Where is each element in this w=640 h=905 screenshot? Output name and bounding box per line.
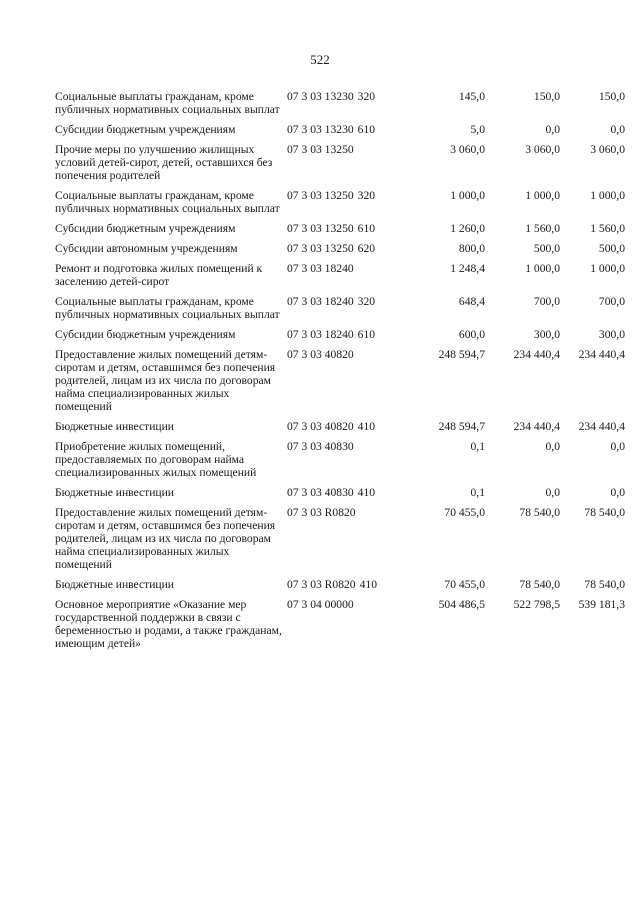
- row-value-1: 0,1: [470, 440, 485, 453]
- table-row: [55, 189, 625, 222]
- row-code-cell: [287, 189, 405, 222]
- row-code-cell: [287, 440, 405, 486]
- row-value-2: 300,0: [533, 328, 560, 341]
- table-row: [55, 222, 625, 242]
- row-name: Предоставление жилых помещений детям-сиротам и детям, оставшимся без попечения родителей, лицам из их числа по договорам найма специализированных жилых помещений: [55, 506, 276, 571]
- row-target-code: 07 3 03 13250: [287, 222, 354, 235]
- row-value-2: 522 798,5: [513, 598, 560, 611]
- row-value-3: 0,0: [610, 486, 625, 499]
- table-row: [55, 295, 625, 328]
- row-target-code: 07 3 03 R0820: [287, 506, 356, 519]
- row-code-cell: [287, 486, 405, 506]
- row-expense-type: 410: [359, 578, 377, 591]
- row-expense-type: 410: [357, 420, 376, 433]
- row-code-cell: [287, 262, 405, 295]
- row-value-3: 3 060,0: [590, 143, 625, 156]
- table-row: [55, 143, 625, 189]
- page-number: 522: [310, 52, 330, 67]
- row-value-3: 234 440,4: [578, 420, 625, 433]
- row-value-2: 1 000,0: [525, 262, 560, 275]
- row-code-cell: [287, 222, 405, 242]
- row-name: Прочие меры по улучшению жилищных условий детей-сирот, детей, оставшихся без попечения родителей: [55, 143, 273, 182]
- row-value-2: 1 000,0: [525, 189, 560, 202]
- row-code-cell: [287, 578, 405, 598]
- row-value-2: 0,0: [545, 486, 560, 499]
- row-value-3: 700,0: [598, 295, 625, 308]
- row-name: Ремонт и подготовка жилых помещений к заселению детей-сирот: [55, 262, 263, 288]
- budget-table-body: [55, 90, 625, 657]
- row-value-3: 78 540,0: [584, 578, 625, 591]
- row-value-3: 78 540,0: [584, 506, 625, 519]
- row-name: Субсидии бюджетным учреждениям: [55, 222, 236, 235]
- row-code-cell: [287, 598, 405, 657]
- row-code-cell: [287, 328, 405, 348]
- row-value-1: 648,4: [458, 295, 485, 308]
- row-expense-type: 610: [357, 328, 376, 341]
- row-value-1: 5,0: [470, 123, 485, 136]
- row-name: Субсидии бюджетным учреждениям: [55, 123, 236, 136]
- row-value-3: 150,0: [598, 90, 625, 103]
- row-target-code: 07 3 03 13250: [287, 242, 354, 255]
- row-target-code: 07 3 03 40830: [287, 486, 354, 499]
- table-row: [55, 420, 625, 440]
- row-name: Социальные выплаты гражданам, кроме публичных нормативных социальных выплат: [55, 295, 280, 321]
- row-name: Субсидии бюджетным учреждениям: [55, 328, 236, 341]
- row-target-code: 07 3 03 40820: [287, 348, 354, 361]
- row-name: Основное мероприятие «Оказание мер государственной поддержки в связи с беременностью и родами, а также гражданам, имеющим детей»: [55, 598, 282, 650]
- row-code-cell: [287, 143, 405, 189]
- row-code-cell: [287, 348, 405, 420]
- row-name: Предоставление жилых помещений детям-сиротам и детям, оставшимся без попечения родителей, лицам из их числа по договорам найма специализированных жилых помещений: [55, 348, 276, 413]
- row-value-3: 539 181,3: [578, 598, 625, 611]
- row-value-1: 0,1: [470, 486, 485, 499]
- row-code-cell: [287, 123, 405, 143]
- row-target-code: 07 3 04 00000: [287, 598, 354, 611]
- row-value-2: 3 060,0: [525, 143, 560, 156]
- row-value-2: 78 540,0: [519, 506, 560, 519]
- row-name: Приобретение жилых помещений, предоставляемых по договорам найма специализированных жилых помещений: [55, 440, 257, 479]
- row-expense-type: 320: [357, 189, 376, 202]
- table-row: [55, 486, 625, 506]
- row-target-code: 07 3 03 40820: [287, 420, 354, 433]
- row-code-cell: [287, 420, 405, 440]
- row-target-code: 07 3 03 18240: [287, 295, 354, 308]
- row-value-2: 234 440,4: [513, 420, 560, 433]
- row-name: Бюджетные инвестиции: [55, 420, 175, 433]
- row-value-2: 1 560,0: [525, 222, 560, 235]
- table-row: [55, 440, 625, 486]
- row-value-1: 504 486,5: [438, 598, 485, 611]
- table-row: [55, 578, 625, 598]
- row-value-2: 150,0: [533, 90, 560, 103]
- row-value-1: 1 000,0: [450, 189, 485, 202]
- row-value-2: 0,0: [545, 440, 560, 453]
- row-value-1: 600,0: [458, 328, 485, 341]
- row-value-2: 0,0: [545, 123, 560, 136]
- row-target-code: 07 3 03 13230: [287, 90, 354, 103]
- row-value-1: 248 594,7: [438, 348, 485, 361]
- row-value-3: 0,0: [610, 440, 625, 453]
- row-name: Социальные выплаты гражданам, кроме публичных нормативных социальных выплат: [55, 90, 280, 116]
- row-value-3: 1 000,0: [590, 189, 625, 202]
- row-expense-type: 320: [357, 90, 376, 103]
- table-row: [55, 90, 625, 123]
- row-name: Бюджетные инвестиции: [55, 486, 175, 499]
- row-target-code: 07 3 03 13230: [287, 123, 354, 136]
- row-value-1: 70 455,0: [444, 578, 485, 591]
- row-expense-type: 610: [357, 123, 376, 136]
- row-target-code: 07 3 03 13250: [287, 143, 354, 156]
- table-row: [55, 242, 625, 262]
- row-target-code: 07 3 03 18240: [287, 262, 354, 275]
- table-row: [55, 328, 625, 348]
- row-value-2: 500,0: [533, 242, 560, 255]
- row-name: Субсидии автономным учреждениям: [55, 242, 238, 255]
- row-value-3: 234 440,4: [578, 348, 625, 361]
- row-value-1: 70 455,0: [444, 506, 485, 519]
- row-code-cell: [287, 242, 405, 262]
- row-expense-type: 610: [357, 222, 376, 235]
- table-row: [55, 506, 625, 578]
- row-target-code: 07 3 03 R0820: [287, 578, 356, 591]
- row-value-2: 78 540,0: [519, 578, 560, 591]
- row-code-cell: [287, 295, 405, 328]
- row-value-2: 700,0: [533, 295, 560, 308]
- row-value-3: 300,0: [598, 328, 625, 341]
- row-value-1: 800,0: [458, 242, 485, 255]
- row-expense-type: 620: [357, 242, 376, 255]
- table-row: [55, 348, 625, 420]
- table-row: [55, 123, 625, 143]
- row-value-1: 3 060,0: [450, 143, 485, 156]
- row-value-1: 145,0: [458, 90, 485, 103]
- row-expense-type: 410: [357, 486, 376, 499]
- row-name: Социальные выплаты гражданам, кроме публичных нормативных социальных выплат: [55, 189, 280, 215]
- row-value-2: 234 440,4: [513, 348, 560, 361]
- row-value-1: 1 248,4: [450, 262, 485, 275]
- row-target-code: 07 3 03 40830: [287, 440, 354, 453]
- row-value-3: 0,0: [610, 123, 625, 136]
- row-target-code: 07 3 03 18240: [287, 328, 354, 341]
- table-row: [55, 598, 625, 657]
- row-code-cell: [287, 506, 405, 578]
- row-name: Бюджетные инвестиции: [55, 578, 175, 591]
- row-value-1: 1 260,0: [450, 222, 485, 235]
- row-target-code: 07 3 03 13250: [287, 189, 354, 202]
- table-row: [55, 262, 625, 295]
- row-value-3: 500,0: [598, 242, 625, 255]
- row-value-1: 248 594,7: [438, 420, 485, 433]
- row-value-3: 1 000,0: [590, 262, 625, 275]
- row-expense-type: 320: [357, 295, 376, 308]
- budget-table: [55, 90, 625, 657]
- row-value-3: 1 560,0: [590, 222, 625, 235]
- row-code-cell: [287, 90, 405, 123]
